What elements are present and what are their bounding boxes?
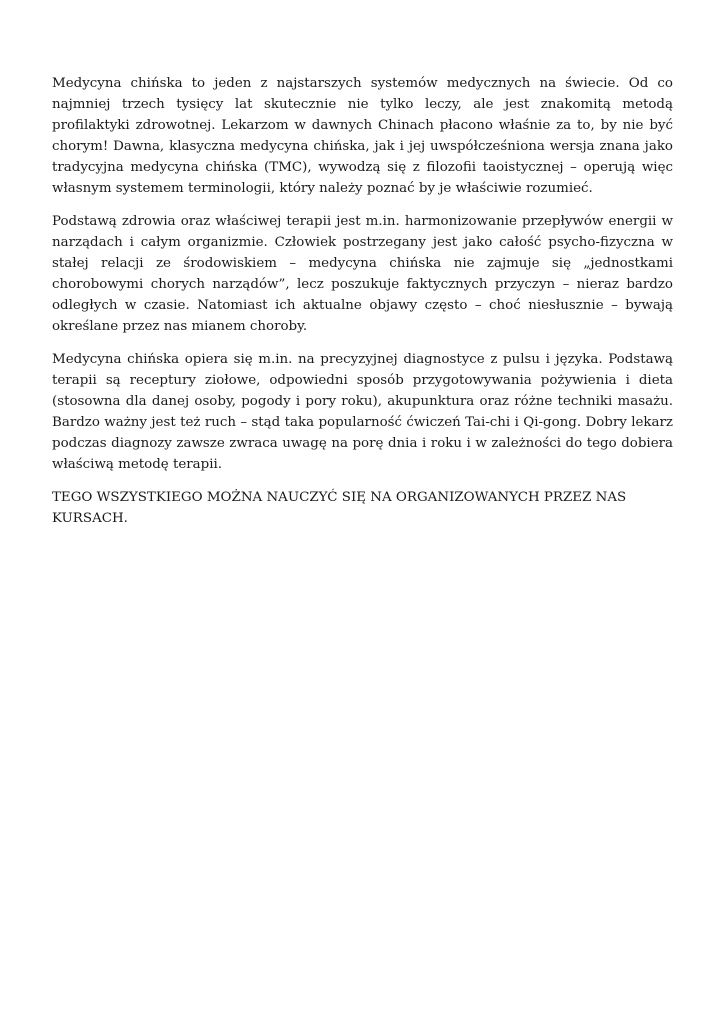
- paragraph-diagnostics: Medycyna chińska opiera się m.in. na precyzyjnej diagnostyce z pulsu i języka. Podstawą terapii są receptury ziołowe, odpowiedni sposób przygotowywania pożywienia i dieta (stosowna dla danej osoby, pogody i pory roku), akupunktura oraz różne techniki masażu. Bardzo ważny jest też ruch – stąd taka popularność ćwiczeń Tai-chi i Qi-gong. Dobry lekarz podczas diagnozy zawsze zwraca uwagę na porę dnia i roku i w zależności do tego dobiera właściwą metodę terapii.: [52, 352, 673, 472]
- paragraph-courses-callout: TEGO WSZYSTKIEGO MOŻNA NAUCZYĆ SIĘ NA ORGANIZOWANYCH PRZEZ NAS KURSACH.: [52, 490, 627, 526]
- document-body: [52, 73, 673, 541]
- paragraph-health-basis: Podstawą zdrowia oraz właściwej terapii jest m.in. harmonizowanie przepływów energii w narządach i całym organizmie. Człowiek postrzegany jest jako całość psycho-fizyczna w stałej relacji ze środowiskiem – medycyna chińska nie zajmuje się „jednostkami chorobowymi chorych narządów”, lecz poszukuje faktycznych przyczyn – nieraz bardzo odległych w czasie. Natomiast ich aktualne objawy często – choć niesłusznie – bywają określane przez nas mianem choroby.: [52, 214, 673, 334]
- paragraph-intro: Medycyna chińska to jeden z najstarszych systemów medycznych na świecie. Od co najmniej trzech tysięcy lat skutecznie nie tylko leczy, ale jest znakomitą metodą profilaktyki zdrowotnej. Lekarzom w dawnych Chinach płacono właśnie za to, by nie być chorym! Dawna, klasyczna medycyna chińska, jak i jej uwspółcześniona wersja znana jako tradycyjna medycyna chińska (TMC), wywodzą się z filozofii taoistycznej – operują więc własnym systemem terminologii, który należy poznać by je właściwie rozumieć.: [52, 76, 673, 196]
